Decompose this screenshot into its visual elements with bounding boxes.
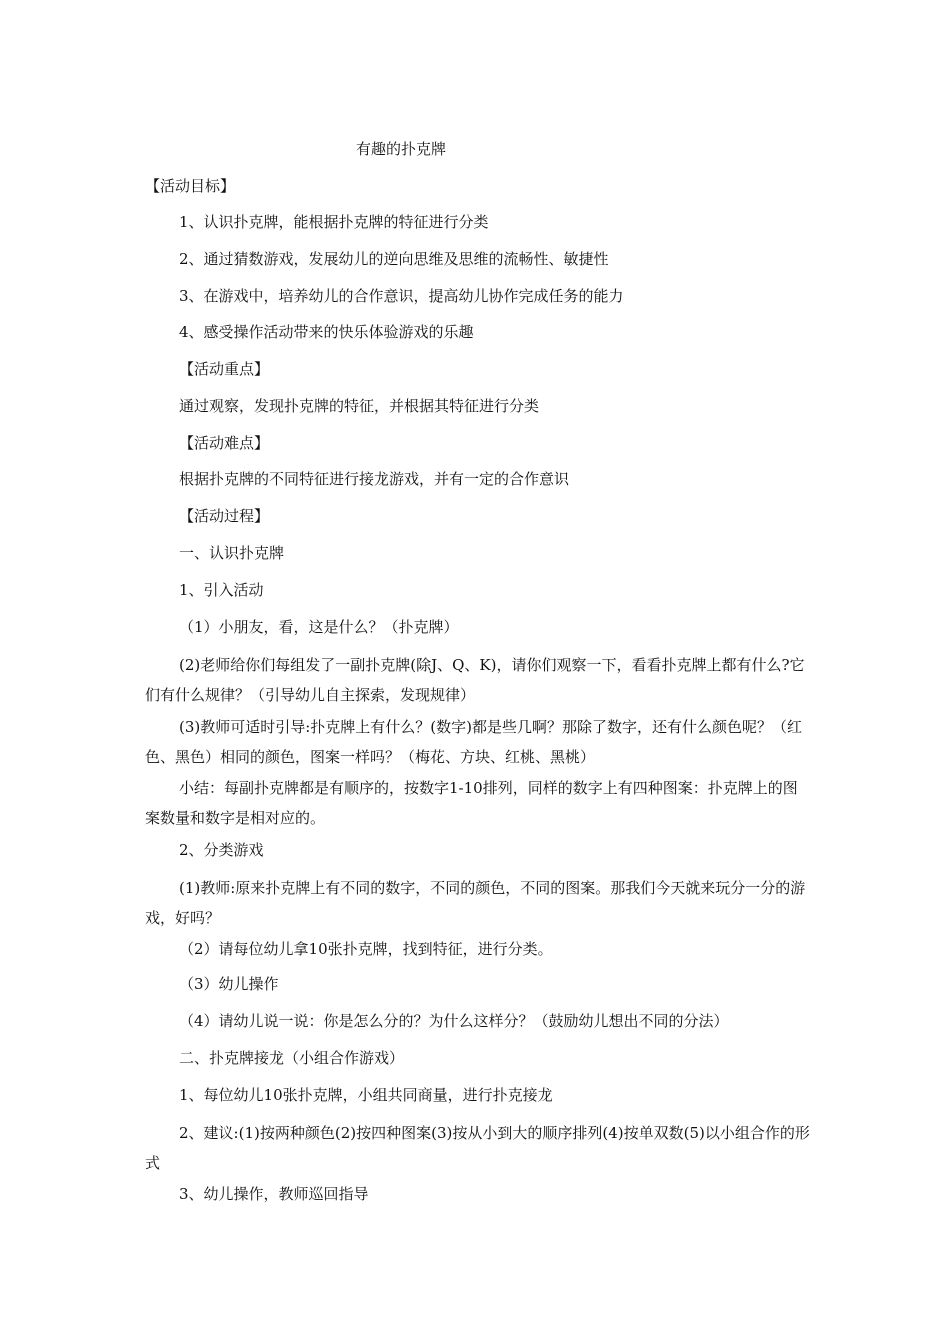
section-heading-process: 【活动过程】 bbox=[179, 507, 270, 525]
paragraph: 3、幼儿操作，教师巡回指导 bbox=[179, 1185, 369, 1203]
section-heading-difficulty: 【活动难点】 bbox=[179, 434, 270, 452]
paragraph: （2）请每位幼儿拿10张扑克牌，找到特征，进行分类。 bbox=[179, 940, 553, 958]
part-title: 一、认识扑克牌 bbox=[179, 544, 285, 562]
goal-item: 2、通过猜数游戏，发展幼儿的逆向思维及思维的流畅性、敏捷性 bbox=[179, 250, 609, 268]
section-heading-key: 【活动重点】 bbox=[179, 360, 270, 378]
goal-item: 1、认识扑克牌，能根据扑克牌的特征进行分类 bbox=[179, 213, 489, 231]
paragraph: （3）幼儿操作 bbox=[179, 975, 279, 993]
document-title: 有趣的扑克牌 bbox=[356, 140, 447, 158]
paragraph: (1)教师:原来扑克牌上有不同的数字，不同的颜色，不同的图案。那我们今天就来玩分一分的游戏，好吗？ bbox=[145, 879, 806, 927]
paragraph: （1）小朋友，看，这是什么？（扑克牌） bbox=[179, 618, 459, 636]
paragraph: （4）请幼儿说一说：你是怎么分的？为什么这样分？（鼓励幼儿想出不同的分法） bbox=[179, 1012, 729, 1030]
part-title: 二、扑克牌接龙（小组合作游戏） bbox=[179, 1049, 405, 1067]
paragraph: 2、建议:(1)按两种颜色(2)按四种图案(3)按从小到大的顺序排列(4)按单双数(5)以小组合作的形式 bbox=[145, 1124, 810, 1172]
paragraph: 1、引入活动 bbox=[179, 581, 264, 599]
key-text: 通过观察，发现扑克牌的特征，并根据其特征进行分类 bbox=[179, 397, 540, 415]
paragraph: 1、每位幼儿10张扑克牌，小组共同商量，进行扑克接龙 bbox=[179, 1086, 553, 1104]
paragraph: 2、分类游戏 bbox=[179, 841, 264, 859]
goal-item: 4、感受操作活动带来的快乐体验游戏的乐趣 bbox=[179, 323, 474, 341]
section-heading-goals: 【活动目标】 bbox=[145, 177, 236, 195]
goal-item: 3、在游戏中，培养幼儿的合作意识，提高幼儿协作完成任务的能力 bbox=[179, 287, 624, 305]
summary-paragraph: 小结：每副扑克牌都是有顺序的，按数字1-10排列，同样的数字上有四种图案：扑克牌上的图案数量和数字是相对应的。 bbox=[145, 779, 798, 827]
paragraph: (2)老师给你们每组发了一副扑克牌(除J、Q、K)，请你们观察一下，看看扑克牌上都有什么?它们有什么规律？（引导幼儿自主探索，发现规律） bbox=[145, 656, 805, 704]
paragraph: (3)教师可适时引导:扑克牌上有什么？(数字)都是些几啊？那除了数字，还有什么颜色呢？（红色、黑色）相同的颜色，图案一样吗？（梅花、方块、红桃、黑桃） bbox=[145, 718, 803, 766]
difficulty-text: 根据扑克牌的不同特征进行接龙游戏，并有一定的合作意识 bbox=[179, 470, 570, 488]
